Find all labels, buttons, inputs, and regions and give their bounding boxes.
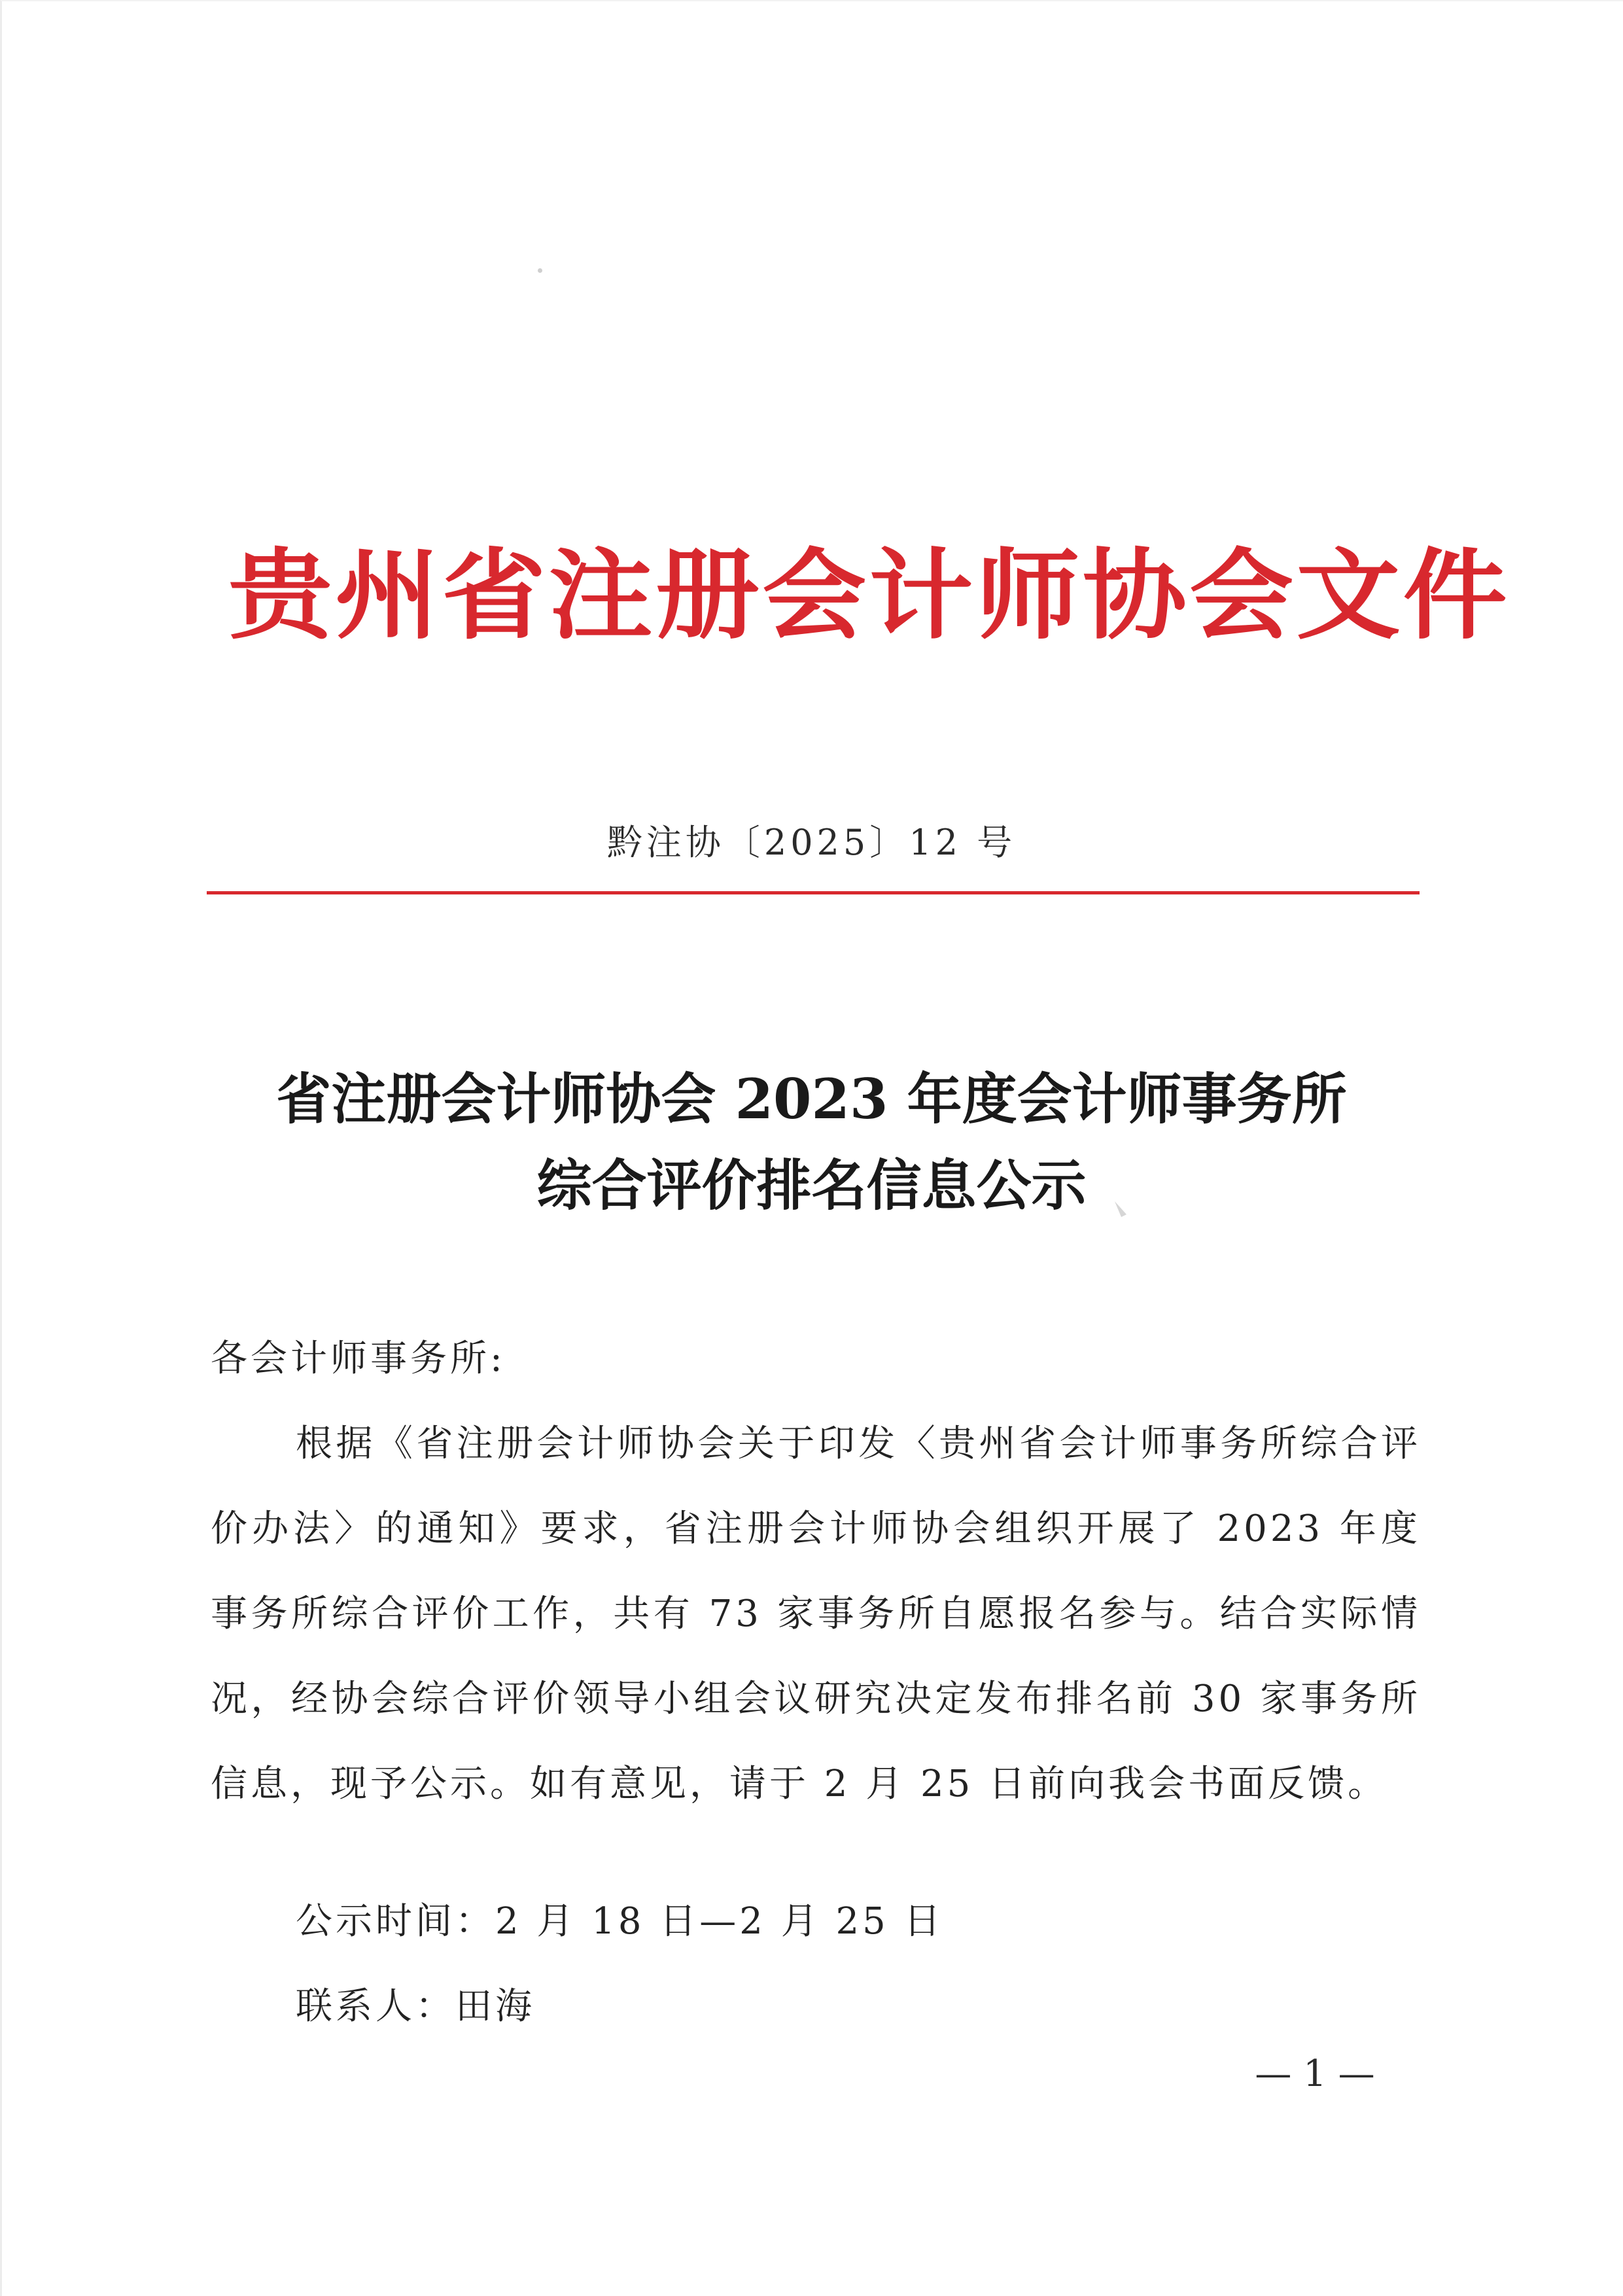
publish-time-line: 公示时间：2 月 18 日—2 月 25 日 [296,1900,944,1943]
scan-speck [538,268,542,273]
page-number: — 1 — [1255,2053,1375,2095]
org-file-title: 贵州省注册会计师协会文件 [228,538,1510,653]
red-divider-line [207,891,1420,894]
salutation: 各会计师事务所: [211,1337,506,1380]
scan-mark-icon [1112,1197,1138,1224]
body-paragraph: 根据《省注册会计师协会关于印发〈贵州省会计师事务所综合评价办法〉的通知》要求，省注册会计师协会组织开展了 2023 年度事务所综合评价工作，共有 73 家事务所自愿报名参与。结合实际情况，经协会综合评价领导小组会议研究决定发布排名前 30 家事务所信息，现予公示。如有意见，请于 2 月 25 日前向我会书面反馈。 [211,1422,1421,1805]
notice-title-line-1: 省注册会计师协会 2023 年度会计师事务所 [276,1067,1347,1131]
document-number: 黔注协〔2025〕12 号 [606,822,1017,863]
notice-title-line-2: 综合评价排名信息公示 [536,1153,1087,1218]
contact-line: 联系人：田海 [296,1985,535,2028]
